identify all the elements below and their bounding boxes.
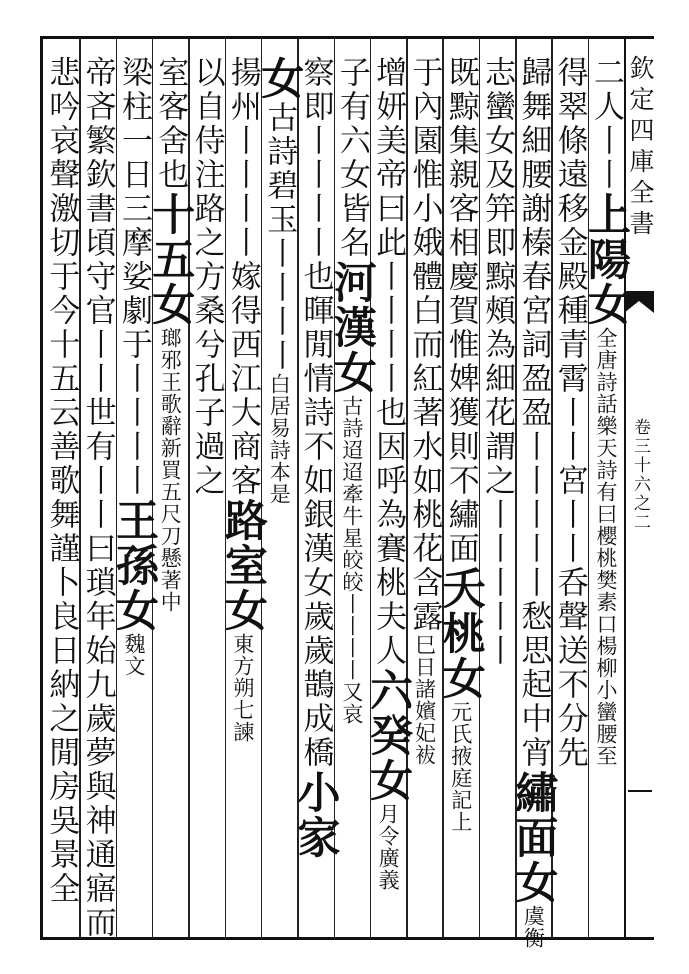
entry-heading: 小家 xyxy=(290,770,341,860)
margin-divider xyxy=(628,790,652,792)
entry-heading: 河漢女 xyxy=(326,260,377,395)
entry-heading: 女 xyxy=(254,56,305,101)
body-text: 揚州丨丨丨丨嫁得西江大商客 xyxy=(224,56,261,498)
source-citation: 元氏掖庭記上 xyxy=(448,701,473,833)
entry-heading: 上陽女 xyxy=(581,192,631,327)
entry-heading: 路室女 xyxy=(217,498,268,633)
text-column xyxy=(188,56,224,936)
text-column xyxy=(43,56,79,936)
body-text: 察即丨丨丨丨也 xyxy=(297,56,334,294)
body-text: 子有六女皆名 xyxy=(333,56,370,260)
source-citation: 瑯邪王歌辭新買五尺刀懸著中 xyxy=(158,327,183,613)
source-citation: 東方朔七諫 xyxy=(230,633,255,743)
entry-heading: 六癸女 xyxy=(363,668,414,803)
text-column xyxy=(79,56,116,940)
body-text: 以自侍注路 xyxy=(188,56,225,226)
entry-heading: 十五女 xyxy=(145,192,196,327)
text-column xyxy=(508,56,559,949)
source-citation: 虞衡 xyxy=(521,905,546,949)
text-column xyxy=(435,56,486,936)
source-citation: 古詩迢迢牽牛星皎皎丨丨丨丨又哀 xyxy=(339,395,364,725)
text-column xyxy=(479,56,515,936)
body-text: 得翠條遠移金殿種青霄丨丨宮丨丨呑聲送不分先 xyxy=(551,56,588,770)
text-column xyxy=(363,56,414,936)
body-text: 志蠻女及笄即黥頰為細花謂之丨丨丨丨丨 xyxy=(479,56,516,668)
text-column xyxy=(581,56,631,936)
body-text: 悲吟哀聲激切于今十五云善歌舞謹卜良日納之閒房吳景全 xyxy=(43,56,80,906)
body-text: 歸舞細腰謝榛春宮詞盈盈丨丨丨丨丨愁思起中宵 xyxy=(515,56,552,770)
text-column xyxy=(145,56,196,936)
body-text: 于內園惟小娥體白而紅著水如桃花含露 xyxy=(406,56,443,634)
source-citation: 白居易詩本是 xyxy=(267,373,292,505)
body-text: 增妍美帝曰此丨丨丨丨也因呼為賽桃夫人 xyxy=(370,56,407,668)
body-text: 之方桑兮孔子過之 xyxy=(188,226,225,498)
body-text: 二人 xyxy=(588,56,624,124)
body-text: 室客舍也 xyxy=(152,56,189,192)
body-text: 帝吝繁欽書頃守官丨丨世有丨丨曰瑣年始九歲夢與神通寤而 xyxy=(79,56,116,940)
entry-heading: 繡面女 xyxy=(508,770,559,905)
entry-heading: 王孫女 xyxy=(108,498,159,633)
text-column xyxy=(254,56,305,936)
source-citation: 月令廣義 xyxy=(376,803,401,891)
body-text: 丨丨 xyxy=(588,124,624,192)
body-text: 古詩碧玉丨丨丨丨 xyxy=(261,101,298,373)
text-column xyxy=(290,56,341,936)
body-text: 梁柱一日三摩娑劇于丨丨丨丨 xyxy=(115,56,152,498)
text-column xyxy=(406,56,442,936)
body-text: 暉閒情詩不如銀漢女歲歲鵲成橋 xyxy=(297,294,334,770)
source-citation: 魏文 xyxy=(121,633,146,677)
book-title: 欽定四庫全書 xyxy=(626,55,655,241)
source-citation: 巳日諸嬪妃袚 xyxy=(412,634,437,766)
entry-heading: 夭桃女 xyxy=(435,566,486,701)
body-text: 既黥集親客相慶賀惟婢獲則不繡面 xyxy=(442,56,479,566)
source-citation: 全唐詩話樂天詩有曰櫻桃樊素口楊柳小蠻腰至 xyxy=(594,327,618,767)
text-column xyxy=(217,56,268,936)
text-column xyxy=(108,56,159,936)
volume-label: 卷三十六之二 xyxy=(630,418,650,532)
